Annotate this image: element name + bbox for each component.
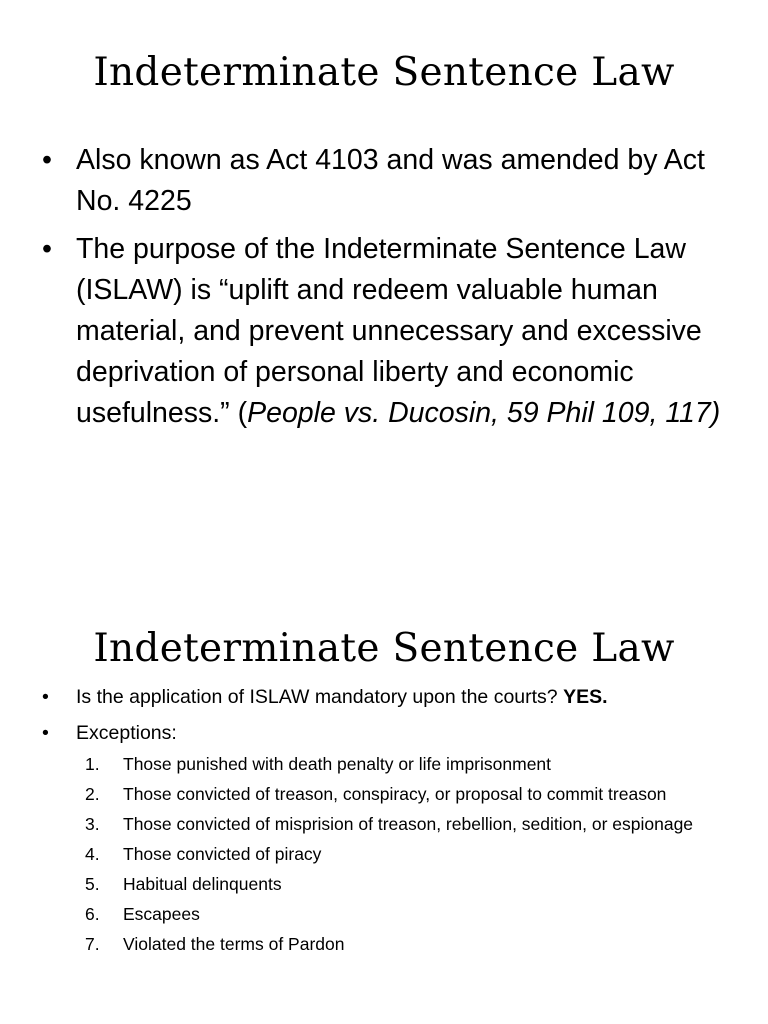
- bullet-dot: •: [42, 144, 52, 176]
- bullet-text: The purpose of the Indeterminate Sentence Law (ISLAW) is “uplift and redeem valuable human material, and prevent unnecessary and excessive deprivation of personal liberty and economic usefulness.” (: [76, 233, 702, 429]
- exception-number: 6.: [85, 904, 100, 924]
- exception-number: 5.: [85, 874, 100, 894]
- exception-text: Habitual delinquents: [123, 874, 282, 894]
- bullet-text: Also known as Act 4103 and was amended by Act No. 4225: [76, 144, 705, 217]
- slide-2: [0, 600, 768, 1024]
- exception-item: [76, 842, 723, 866]
- exception-text: Violated the terms of Pardon: [123, 934, 345, 954]
- exception-text: Those convicted of misprision of treason, rebellion, sedition, or espionage: [123, 814, 694, 834]
- exception-item: [76, 902, 723, 926]
- answer-text: YES.: [563, 686, 608, 708]
- bullet-item: [30, 684, 730, 710]
- exception-text: Escapees: [123, 904, 200, 924]
- exception-number: 4.: [85, 844, 100, 864]
- bullet-item: [30, 720, 730, 956]
- exception-text: Those punished with death penalty or life imprisonment: [123, 754, 552, 774]
- exception-number: 7.: [85, 934, 100, 954]
- exceptions-label: Exceptions:: [76, 722, 177, 744]
- exceptions-list: [76, 752, 730, 956]
- bullet-item: [30, 229, 735, 434]
- question-text: Is the application of ISLAW mandatory upon the courts?: [76, 686, 558, 708]
- exception-item: [76, 812, 723, 836]
- exception-item: [76, 782, 723, 806]
- exception-text: Those convicted of piracy: [123, 844, 322, 864]
- bullet-item: [30, 140, 735, 222]
- slide-2-title: Indeterminate Sentence Law: [93, 626, 675, 671]
- exception-text: Those convicted of treason, conspiracy, or proposal to commit treason: [123, 784, 667, 804]
- exception-number: 1.: [85, 754, 100, 774]
- bullet-dot: •: [42, 686, 49, 708]
- exception-number: 3.: [85, 814, 100, 834]
- bullet-dot: •: [42, 233, 52, 265]
- case-citation: People vs. Ducosin, 59 Phil 109, 117): [247, 397, 721, 429]
- exception-item: [76, 872, 723, 896]
- exception-item: [76, 932, 723, 956]
- slide-1-title: Indeterminate Sentence Law: [93, 50, 675, 95]
- exception-number: 2.: [85, 784, 100, 804]
- slide-1-bullet-list: [30, 140, 735, 441]
- slide-2-bullet-list: [30, 684, 730, 966]
- exception-item: [76, 752, 723, 776]
- bullet-dot: •: [42, 722, 49, 744]
